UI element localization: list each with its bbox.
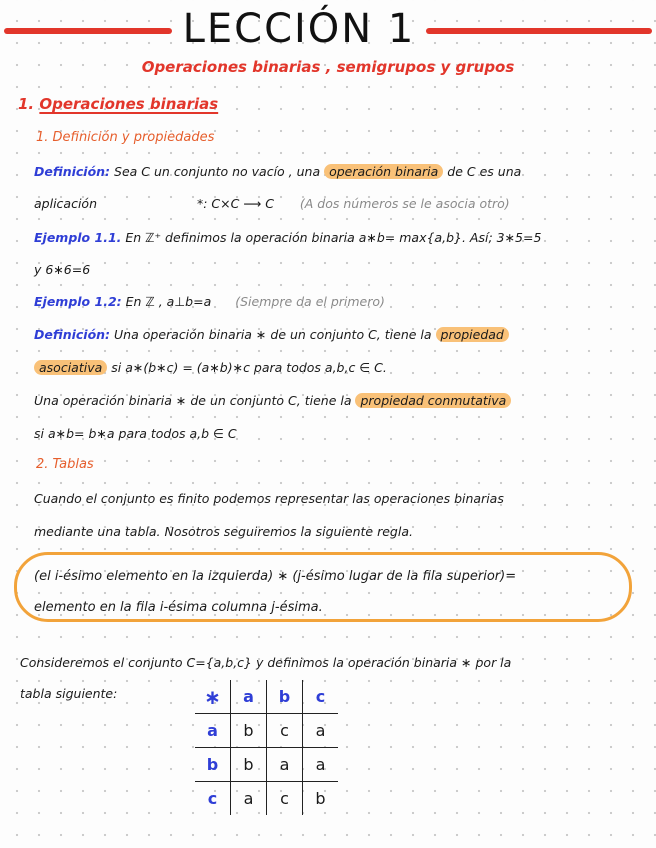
table-row-label: a bbox=[195, 714, 231, 748]
commutative-text: Una operación binaria ∗ de un conjunto C, tiene la bbox=[34, 393, 356, 408]
definition-text: Sea C un conjunto no vacío , una bbox=[110, 164, 325, 179]
definition-1-line-2 bbox=[34, 194, 510, 214]
section-title: Operaciones binarias bbox=[39, 95, 219, 113]
table-row bbox=[195, 782, 338, 816]
example-1-1-line-1 bbox=[34, 228, 541, 248]
section-number: 1. bbox=[18, 95, 35, 113]
highlight-associative: asociativa bbox=[34, 360, 107, 375]
definition-2-line-1 bbox=[34, 325, 509, 345]
definition-1-line-1 bbox=[34, 162, 521, 182]
page-title: LECCIÓN 1 bbox=[182, 6, 416, 52]
table-row-label: b bbox=[195, 748, 231, 782]
table-cell: b bbox=[231, 714, 267, 748]
title-left-rule bbox=[4, 28, 172, 34]
table-cell: b bbox=[231, 748, 267, 782]
highlight-binary-operation: operación binaria bbox=[324, 164, 443, 179]
commutative-line-1 bbox=[34, 391, 511, 411]
table-header-cell: a bbox=[231, 680, 267, 714]
example-1-1-label: Ejemplo 1.1. bbox=[34, 230, 122, 245]
table-row-label: c bbox=[195, 782, 231, 816]
definition-2-text: Una operación binaria ∗ de un conjunto C, tiene la bbox=[110, 327, 436, 342]
definition-text-end: de C es una bbox=[443, 164, 522, 179]
highlight-commutative: propiedad conmutativa bbox=[355, 393, 511, 408]
title-row bbox=[0, 4, 656, 54]
example-1-2 bbox=[34, 292, 385, 312]
commutative-line-2: si a∗b= b∗a para todos a,b ∈ C bbox=[34, 426, 237, 441]
section-heading bbox=[18, 93, 218, 115]
example-1-2-note: (Siempre da el primero) bbox=[235, 294, 385, 309]
consider-line-2: tabla siguiente: bbox=[20, 686, 118, 701]
table-row bbox=[195, 714, 338, 748]
table-header-cell: c bbox=[303, 680, 339, 714]
example-1-1-text: En ℤ⁺ definimos la operación binaria a∗b= max{a,b}. Así; 3∗5=5 bbox=[121, 230, 542, 245]
consider-line-1: Consideremos el conjunto C={a,b,c} y definimos la operación binaria ∗ por la bbox=[20, 655, 512, 670]
definition-2-label: Definición: bbox=[34, 327, 111, 342]
tables-paragraph-line-2: mediante una tabla. Nosotros seguiremos la siguiente regla. bbox=[34, 524, 413, 539]
page-subtitle: Operaciones binarias , semigrupos y grupos bbox=[141, 58, 515, 76]
definition-note: (A dos números se le asocia otro) bbox=[299, 196, 510, 211]
table-cell: a bbox=[303, 748, 339, 782]
rule-line-2: elemento en la fila i-ésima columna j-ésima. bbox=[34, 600, 323, 615]
subsection-definition: 1. Definición y propiedades bbox=[36, 130, 215, 145]
associative-text: si a∗(b∗c) = (a∗b)∗c para todos a,b,c ∈ C. bbox=[107, 360, 387, 375]
subsection-tables: 2. Tablas bbox=[36, 457, 94, 472]
table-cell: c bbox=[267, 714, 303, 748]
operation-formula: *: C×C ⟶ C bbox=[196, 196, 274, 211]
table-row bbox=[195, 748, 338, 782]
tables-paragraph-line-1: Cuando el conjunto es finito podemos representar las operaciones binarias bbox=[34, 491, 504, 506]
application-word: aplicación bbox=[34, 196, 97, 211]
example-1-1-line-2: y 6∗6=6 bbox=[34, 262, 91, 277]
highlight-property: propiedad bbox=[436, 327, 509, 342]
table-cell: a bbox=[231, 782, 267, 816]
title-right-rule bbox=[426, 28, 652, 34]
rule-line-1: (el i-ésimo elemento en la izquierda) ∗ (j-ésimo lugar de la fila superior)= bbox=[34, 569, 517, 584]
table-header-row bbox=[195, 680, 338, 714]
example-1-2-label: Ejemplo 1.2: bbox=[34, 294, 122, 309]
table-cell: c bbox=[267, 782, 303, 816]
table-cell: b bbox=[303, 782, 339, 816]
table-cell: a bbox=[267, 748, 303, 782]
operation-table bbox=[195, 680, 338, 815]
example-1-2-text: En ℤ , a⊥b=a bbox=[121, 294, 212, 309]
table-corner-operator: ∗ bbox=[195, 680, 231, 714]
table-header-cell: b bbox=[267, 680, 303, 714]
definition-2-line-2 bbox=[34, 358, 387, 378]
table-cell: a bbox=[303, 714, 339, 748]
definition-label: Definición: bbox=[34, 164, 111, 179]
